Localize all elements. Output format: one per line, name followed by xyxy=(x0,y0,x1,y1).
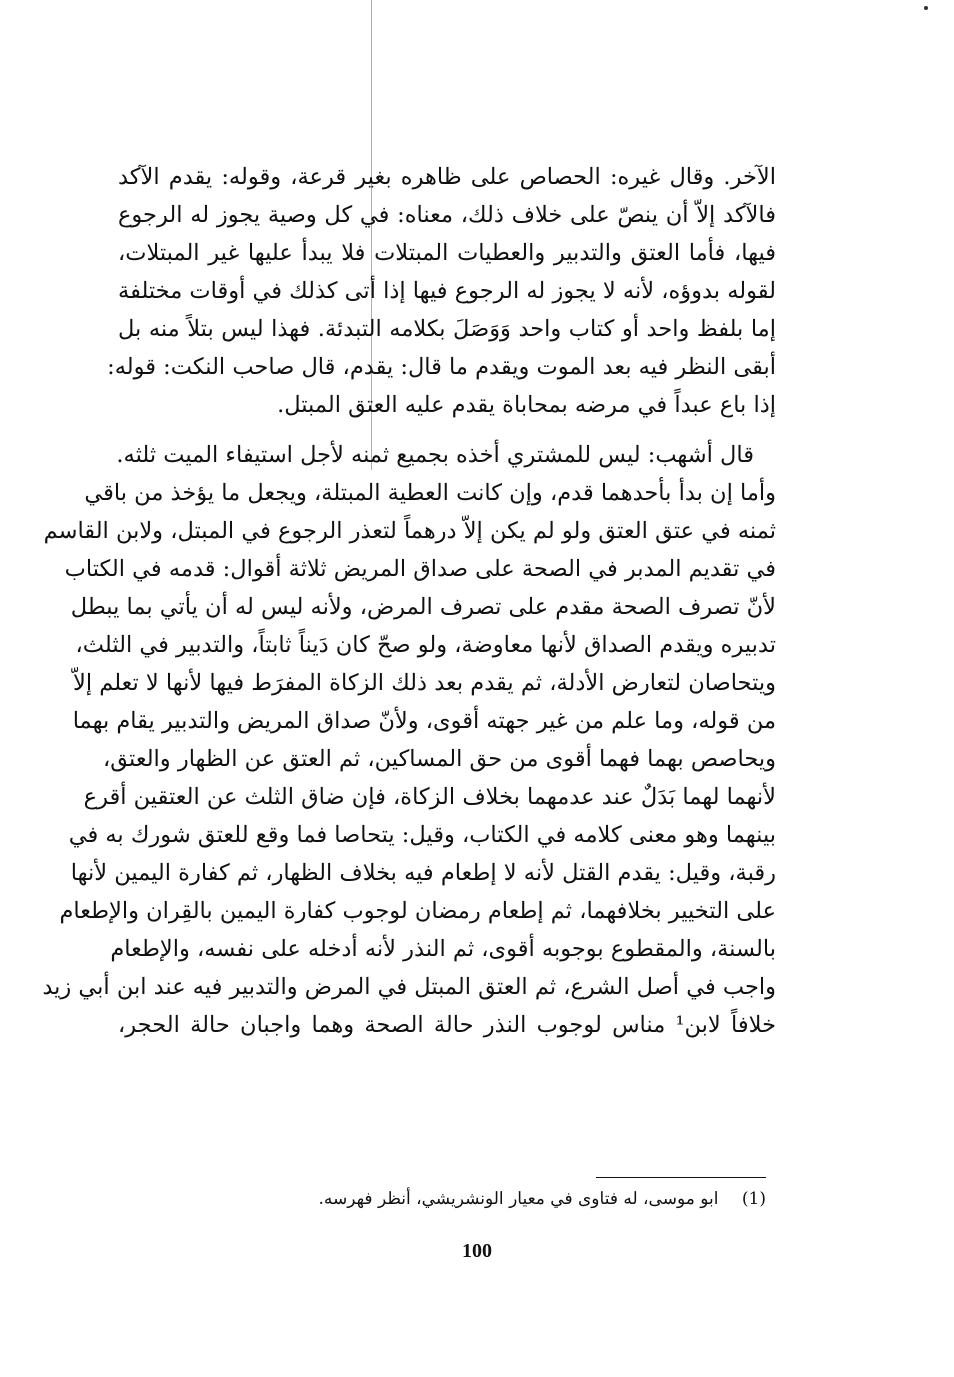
text-line: من قوله، وما علم من غير جهته أقوى، ولأنّ صداق المريض والتدبير يقام بهما xyxy=(72,708,776,734)
text-line: تدبيره ويقدم الصداق لأنها معاوضة، ولو صحّ كان دَيناً ثابتاً، والتدبير في الثلث، xyxy=(75,632,776,658)
paragraph-gap xyxy=(118,424,776,436)
text-line: وأما إن بدأ بأحدهما قدم، وإن كانت العطية المبتلة، ويجعل ما يؤخذ من باقي xyxy=(84,480,776,506)
page-number: 100 xyxy=(462,1240,492,1262)
footnote-text: ابو موسى، له فتاوى في معيار الونشريشي، أنظر فهرسه. xyxy=(318,1189,719,1209)
text-line: لأنهما لهما بَدَلٌ عند عدمهما بخلاف الزكاة، فإن ضاق الثلث عن العتقين أقرع xyxy=(83,784,776,810)
footnote xyxy=(300,1186,766,1212)
text-line: ويحاصص بهما فهما أقوى من حق المساكين، ثم العتق عن الظهار والعتق، xyxy=(103,746,776,772)
text-line: على التخيير بخلافهما، ثم إطعام رمضان لوجوب كفارة اليمين بالقِران والإطعام xyxy=(59,898,776,924)
text-line: في تقديم المدبر في الصحة على صداق المريض ثلاثة أقوال: قدمه في الكتاب xyxy=(64,556,776,582)
text-line: ويتحاصان لتعارض الأدلة، ثم يقدم بعد ذلك الزكاة المفرَط فيها لأنها لا تعلم إلاّ xyxy=(73,670,776,696)
text-line: ثمنه في عتق العتق ولو لم يكن إلاّ درهماً لتعذر الرجوع في المبتل، ولابن القاسم xyxy=(43,518,776,544)
footnote-number: (1) xyxy=(741,1189,766,1209)
text-line: الآخر. وقال غيره: الحصاص على ظاهره بغير قرعة، وقوله: يقدم الآكد xyxy=(118,164,776,190)
text-line: إما بلفظ واحد أو كتاب واحد وَوَصَلَ بكلامه التبدئة. فهذا ليس بتلاً منه بل xyxy=(118,316,776,342)
text-line: إذا باع عبداً في مرضه بمحاباة يقدم عليه العتق المبتل. xyxy=(277,392,776,418)
paragraph-1 xyxy=(107,158,776,424)
text-line: لقوله بدوؤه، لأنه لا يجوز له الرجوع فيها إذا أتى كذلك في أوقات مختلفة xyxy=(118,278,776,304)
text-line: قال أشهب: ليس للمشتري أخذه بجميع ثمنه لأجل استيفاء الميت ثلثه. xyxy=(116,442,754,468)
text-line: رقبة، وقيل: يقدم القتل لأنه لا إطعام فيه بخلاف الظهار، ثم كفارة اليمين لأنها xyxy=(70,860,776,886)
text-line: فالآكد إلاّ أن ينصّ على خلاف ذلك، معناه: في كل وصية يجوز له الرجوع xyxy=(118,202,776,228)
text-line: أبقى النظر فيه بعد الموت ويقدم ما قال: يقدم، قال صاحب النكت: قوله: xyxy=(107,354,776,380)
footnote-separator xyxy=(596,1177,766,1178)
text-line: خلافاً لابن¹ مناس لوجوب النذر حالة الصحة وهما واجبان حالة الحجر، xyxy=(118,1012,776,1038)
text-line: واجب في أصل الشرع، ثم العتق المبتل في المرض والتدبير فيه عند ابن أبي زيد xyxy=(42,974,776,1000)
text-line: بينهما وهو معنى كلامه في الكتاب، وقيل: يتحاصا فما وقع للعتق شورك به في xyxy=(68,822,776,848)
text-line: لأنّ تصرف الصحة مقدم على تصرف المرض، ولأنه ليس له أن يأتي بما يبطل xyxy=(70,594,776,620)
text-line: فيها، فأما العتق والتدبير والعطيات المبتلات فلا يبدأ عليها غير المبتلات، xyxy=(118,240,776,266)
text-line: بالسنة، والمقطوع بوجوبه أقوى، ثم النذر لأنه أدخله على نفسه، والإطعام xyxy=(110,936,776,962)
paragraph-2 xyxy=(42,436,776,1044)
page-body xyxy=(42,158,776,1044)
scan-artifact-dot xyxy=(924,6,928,10)
